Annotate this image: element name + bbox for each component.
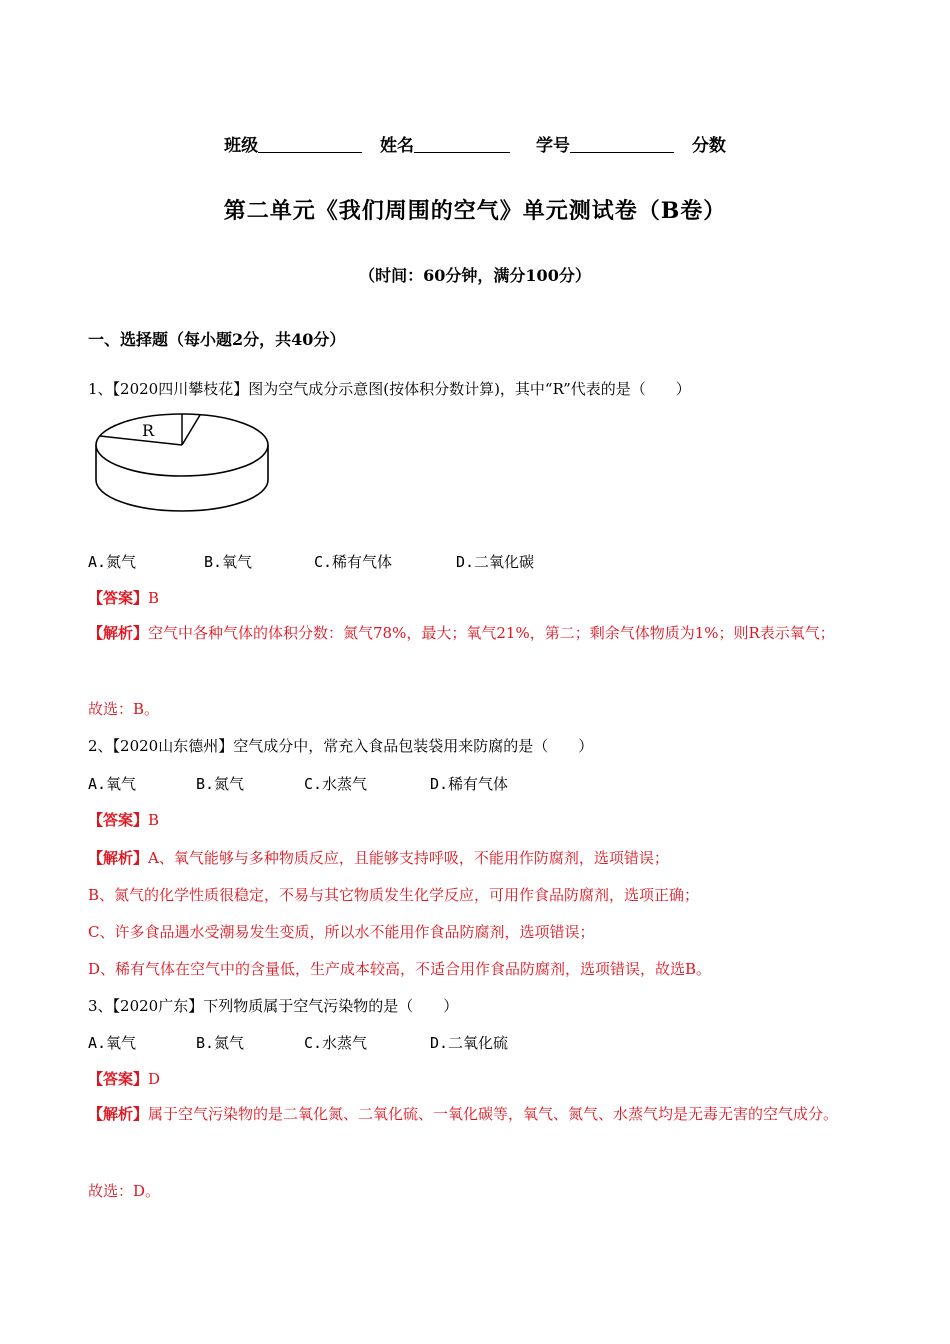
page-subtitle: （时间：60分钟，满分100分）: [359, 266, 591, 285]
question-3-conclusion: 故选：D。: [88, 1182, 161, 1200]
name-blank[interactable]: [414, 136, 510, 153]
analysis-tag: 【解析】: [88, 1105, 149, 1123]
air-composition-diagram: [92, 410, 274, 516]
answer-value: D: [148, 1070, 161, 1088]
option-c[interactable]: C.水蒸气: [304, 1034, 368, 1052]
question-2-options: [88, 773, 508, 794]
option-a[interactable]: A.氧气: [88, 1034, 137, 1052]
option-d[interactable]: D.二氧化碳: [456, 553, 535, 571]
section-heading: 一、选择题（每小题2分，共40分）: [88, 330, 346, 349]
question-1-analysis: [88, 615, 868, 652]
answer-tag: 【答案】: [88, 1070, 149, 1088]
option-b[interactable]: B.氮气: [196, 1034, 245, 1052]
analysis-line: 属于空气污染物的是二氧化氮、二氧化硫、一氧化碳等，氧气、氮气、水蒸气均是无毒无害的空气成分。: [148, 1105, 839, 1123]
question-1-stem: 1、【2020四川攀枝花】图为空气成分示意图(按体积分数计算)，其中“R”代表的是（ ）: [88, 380, 691, 398]
class-label: 班级: [224, 136, 259, 156]
question-2-analysis-b: B、氮气的化学性质很稳定，不易与其它物质发生化学反应，可用作食品防腐剂，选项正确；: [88, 886, 700, 904]
analysis-line: A、氧气能够与多种物质反应，且能够支持呼吸，不能用作防腐剂，选项错误；: [148, 849, 669, 867]
analysis-tag: 【解析】: [88, 624, 149, 642]
analysis-tag: 【解析】: [88, 849, 149, 867]
diagram-label-r: R: [142, 421, 155, 440]
analysis-line: 空气中各种气体的体积分数：氮气78%，最大；氧气21%，第二；剩余气体物质为1%；则R表示氧气；: [148, 624, 835, 642]
question-3-stem: 3、【2020广东】下列物质属于空气污染物的是（ ）: [88, 997, 459, 1015]
question-3-options: [88, 1032, 508, 1053]
number-blank[interactable]: [570, 136, 674, 153]
answer-value: B: [148, 589, 160, 607]
answer-value: B: [148, 811, 160, 829]
class-blank[interactable]: [258, 136, 362, 153]
option-d[interactable]: D.稀有气体: [430, 775, 509, 793]
option-c[interactable]: C.水蒸气: [304, 775, 368, 793]
number-label: 学号: [535, 136, 570, 156]
student-info-line: [0, 131, 950, 156]
option-b[interactable]: B.氮气: [196, 775, 245, 793]
question-1-conclusion: 故选：B。: [88, 700, 160, 718]
question-3-answer: [88, 1068, 160, 1089]
question-1-options: [88, 551, 534, 572]
answer-tag: 【答案】: [88, 589, 149, 607]
question-1-answer: [88, 587, 159, 608]
question-2-answer: [88, 809, 159, 830]
page-title: 第二单元《我们周围的空气》单元测试卷（B卷）: [223, 198, 727, 224]
option-d[interactable]: D.二氧化硫: [430, 1034, 509, 1052]
question-2-analysis-a: [88, 847, 669, 868]
answer-tag: 【答案】: [88, 811, 149, 829]
question-2-stem: 2、【2020山东德州】空气成分中，常充入食品包装袋用来防腐的是（ ）: [88, 737, 594, 755]
question-2-analysis-d: D、稀有气体在空气中的含量低，生产成本较高，不适合用作食品防腐剂，选项错误，故选B。: [88, 960, 712, 978]
option-b[interactable]: B.氧气: [204, 553, 253, 571]
score-label: 分数: [691, 136, 726, 156]
question-2-analysis-c: C、许多食品遇水受潮易发生变质，所以水不能用作食品防腐剂，选项错误；: [88, 923, 595, 941]
name-label: 姓名: [380, 136, 415, 156]
option-a[interactable]: A.氧气: [88, 775, 137, 793]
option-c[interactable]: C.稀有气体: [314, 553, 393, 571]
question-3-analysis: [88, 1096, 868, 1133]
option-a[interactable]: A.氮气: [88, 553, 137, 571]
